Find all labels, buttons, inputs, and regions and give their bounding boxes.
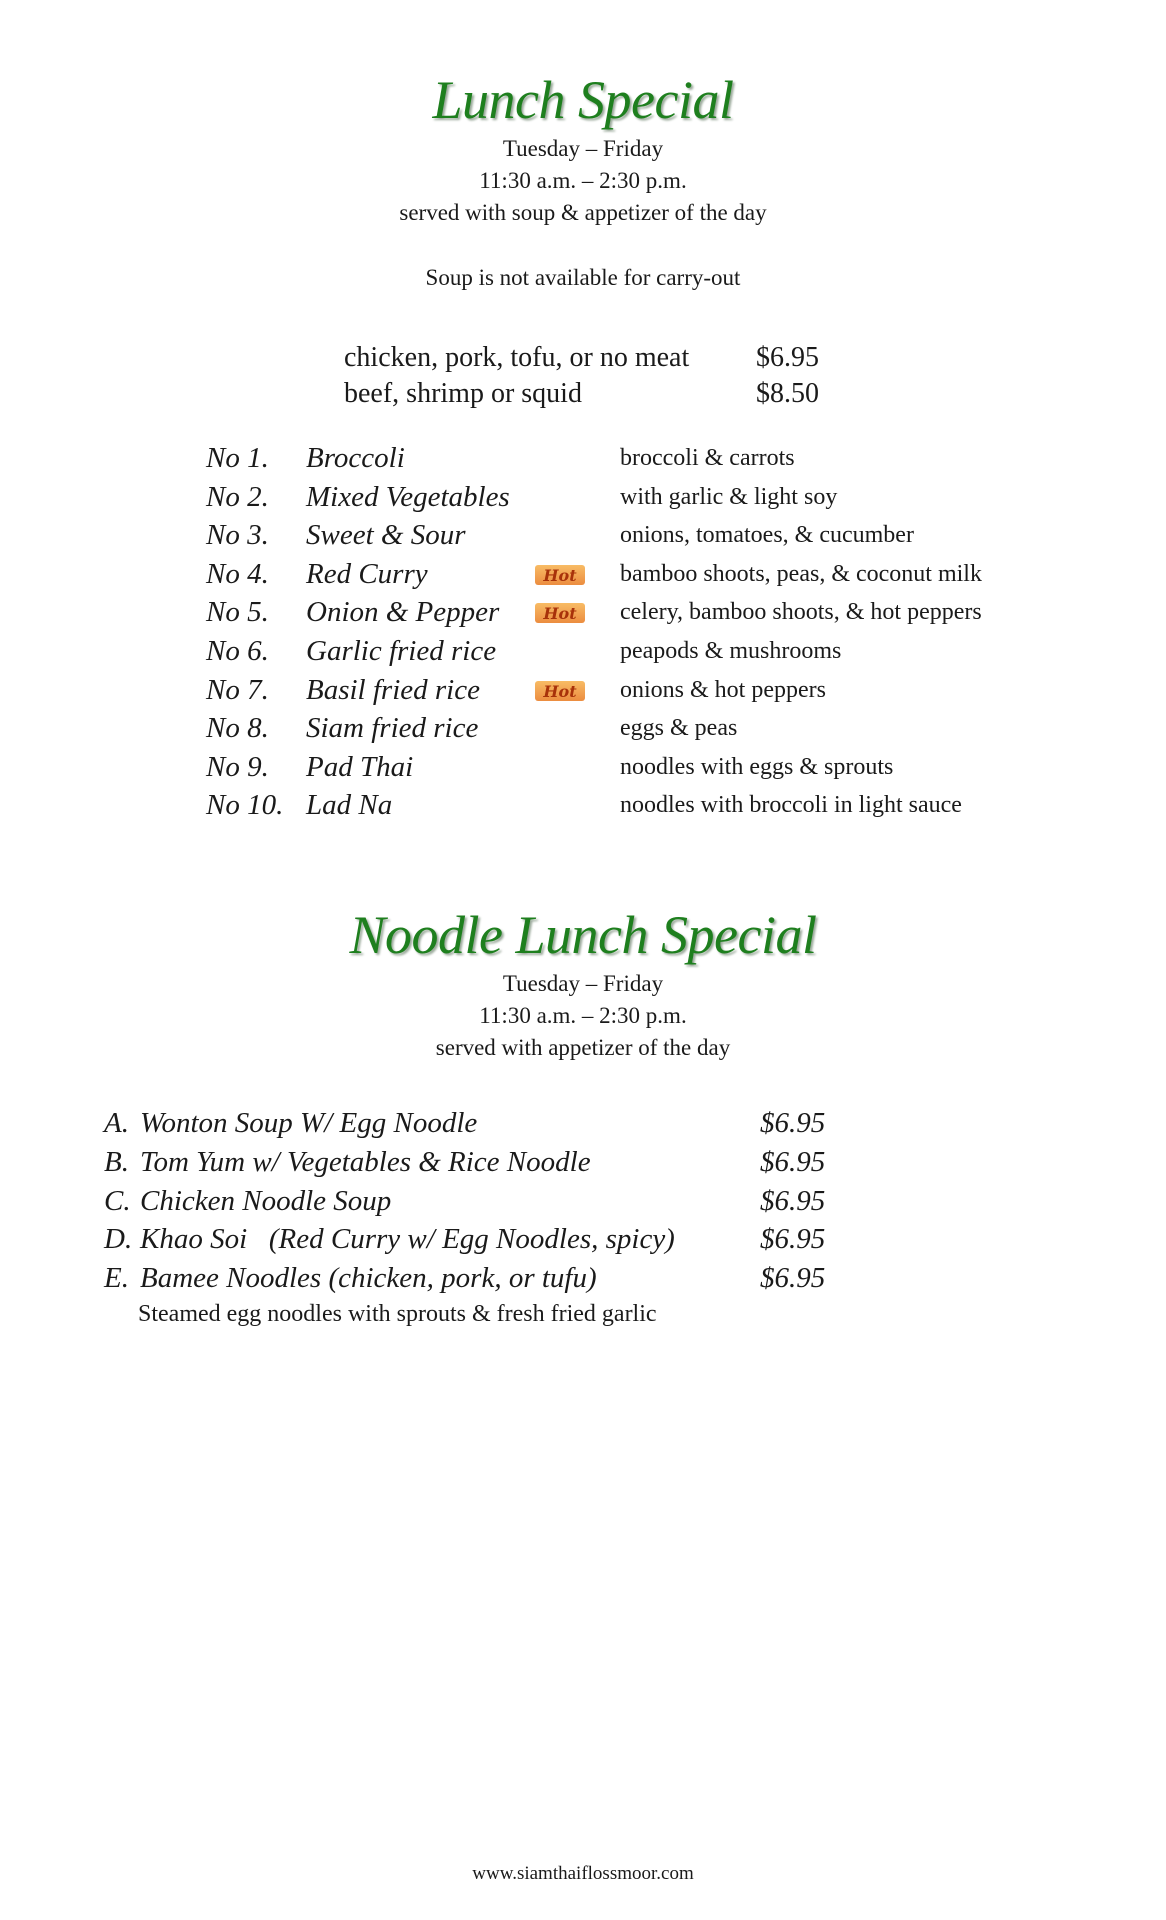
- noodle-item-name: Wonton Soup W/ Egg Noodle: [140, 1107, 478, 1139]
- menu-item-name: Onion & Pepper: [306, 596, 500, 628]
- menu-item-description: noodles with broccoli in light sauce: [620, 792, 962, 818]
- menu-item-name: Broccoli: [306, 442, 405, 474]
- menu-item-row: [0, 786, 1166, 825]
- menu-item-number: No 3.: [206, 519, 269, 551]
- website-url: www.siamthaiflossmoor.com: [472, 1863, 694, 1884]
- noodle-special-title: Noodle Lunch Special: [349, 905, 817, 965]
- menu-item-row: [0, 555, 1166, 594]
- hot-pepper-icon: [534, 602, 586, 624]
- svg-text:Hot: Hot: [543, 566, 577, 585]
- noodle-item-letter: B.: [104, 1146, 129, 1178]
- noodle-item-row: [0, 1259, 1166, 1298]
- menu-item-row: [0, 632, 1166, 671]
- noodle-item-letter: E.: [104, 1262, 129, 1294]
- price-tier-price: $6.95: [756, 342, 819, 373]
- menu-item-description: with garlic & light soy: [620, 484, 838, 510]
- menu-item-name: Basil fried rice: [306, 674, 480, 706]
- menu-item-row: [0, 593, 1166, 632]
- noodle-served-with: served with appetizer of the day: [435, 1035, 731, 1060]
- noodle-hours: 11:30 a.m. – 2:30 p.m.: [479, 1003, 687, 1028]
- noodle-item-name: Chicken Noodle Soup: [140, 1185, 392, 1217]
- menu-item-number: No 1.: [206, 442, 269, 474]
- noodle-item-row: [0, 1220, 1166, 1259]
- menu-item-number: No 7.: [206, 674, 269, 706]
- menu-item-number: No 5.: [206, 596, 269, 628]
- noodle-item-price: $6.95: [760, 1185, 826, 1217]
- menu-item-number: No 4.: [206, 558, 269, 590]
- menu-item-name: Garlic fried rice: [306, 635, 497, 667]
- menu-item-description: eggs & peas: [620, 715, 738, 741]
- noodle-item-row: [0, 1104, 1166, 1143]
- menu-item-name: Red Curry: [306, 558, 428, 590]
- menu-item-description: onions, tomatoes, & cucumber: [620, 522, 914, 548]
- menu-item-row: [0, 671, 1166, 710]
- menu-item-number: No 10.: [206, 789, 284, 821]
- noodle-item-row: [0, 1182, 1166, 1221]
- menu-item-name: Sweet & Sour: [306, 519, 466, 551]
- menu-item-row: [0, 516, 1166, 555]
- menu-item-row: [0, 439, 1166, 478]
- menu-item-row: [0, 709, 1166, 748]
- menu-item-description: celery, bamboo shoots, & hot peppers: [620, 599, 982, 625]
- menu-item-number: No 6.: [206, 635, 269, 667]
- lunch-hours: 11:30 a.m. – 2:30 p.m.: [479, 168, 687, 193]
- menu-item-description: noodles with eggs & sprouts: [620, 754, 894, 780]
- bamee-note: Steamed egg noodles with sprouts & fresh fried garlic: [138, 1301, 657, 1327]
- menu-item-row: [0, 748, 1166, 787]
- menu-item-description: peapods & mushrooms: [620, 638, 842, 664]
- menu-item-name: Lad Na: [306, 789, 393, 821]
- menu-item-name: Siam fried rice: [306, 712, 479, 744]
- hot-pepper-icon: [534, 564, 586, 586]
- noodle-item-name: Bamee Noodles (chicken, pork, or tufu): [140, 1262, 597, 1294]
- noodle-item-price: $6.95: [760, 1262, 826, 1294]
- noodle-item-price: $6.95: [760, 1107, 826, 1139]
- menu-item-number: No 8.: [206, 712, 269, 744]
- menu-item-description: onions & hot peppers: [620, 677, 826, 703]
- noodle-item-letter: A.: [104, 1107, 129, 1139]
- noodle-item-row: [0, 1143, 1166, 1182]
- menu-item-name: Mixed Vegetables: [306, 481, 510, 513]
- noodle-item-name: Tom Yum w/ Vegetables & Rice Noodle: [140, 1146, 591, 1178]
- noodle-item-price: $6.95: [760, 1146, 826, 1178]
- svg-text:Hot: Hot: [543, 682, 577, 701]
- price-tier-label: chicken, pork, tofu, or no meat: [344, 342, 690, 373]
- menu-item-name: Pad Thai: [306, 751, 414, 783]
- lunch-days: Tuesday – Friday: [502, 136, 664, 161]
- noodle-item-letter: C.: [104, 1185, 131, 1217]
- menu-item-number: No 9.: [206, 751, 269, 783]
- menu-item-number: No 2.: [206, 481, 269, 513]
- price-tier-price: $8.50: [756, 378, 819, 409]
- hot-pepper-icon: [534, 680, 586, 702]
- noodle-item-name: Khao Soi (Red Curry w/ Egg Noodles, spicy): [140, 1223, 675, 1255]
- lunch-served-with: served with soup & appetizer of the day: [399, 200, 767, 225]
- carryout-note: Soup is not available for carry-out: [425, 265, 741, 290]
- menu-item-description: broccoli & carrots: [620, 445, 795, 471]
- noodle-item-letter: D.: [104, 1223, 133, 1255]
- noodle-days: Tuesday – Friday: [502, 971, 664, 996]
- menu-item-description: bamboo shoots, peas, & coconut milk: [620, 561, 982, 587]
- lunch-special-title: Lunch Special: [432, 70, 734, 130]
- price-tier-label: beef, shrimp or squid: [344, 378, 582, 409]
- menu-item-row: [0, 478, 1166, 517]
- noodle-item-price: $6.95: [760, 1223, 826, 1255]
- svg-text:Hot: Hot: [543, 604, 577, 623]
